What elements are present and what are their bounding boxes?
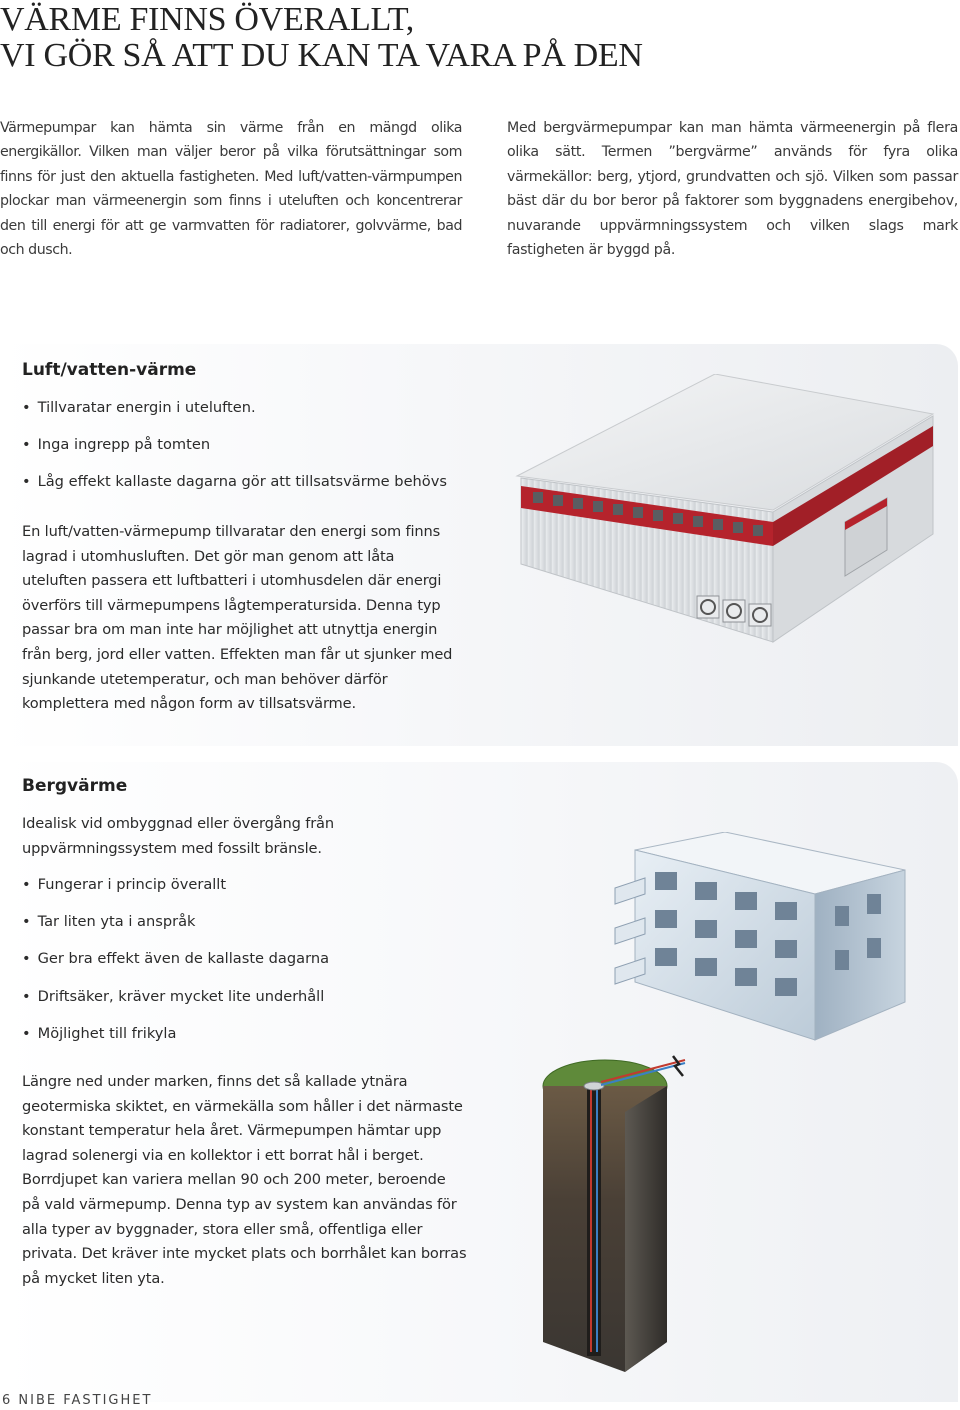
ground-heat-subtitle: Idealisk vid ombyggnad eller övergång från uppvärmningssystem med fossilt bränsle. — [22, 815, 334, 857]
air-water-section — [0, 344, 958, 746]
air-water-subtitle: • Tillvaratar energin i uteluften. — [22, 399, 256, 416]
ground-heat-bullet: • Ger bra effekt även de kallaste dagarna — [22, 950, 329, 967]
air-water-bullet: • Låg effekt kallaste dagarna gör att tillsatsvärme behövs — [22, 473, 447, 490]
borehole — [587, 1086, 601, 1356]
building-balconies — [615, 878, 645, 984]
page-title-line-2: VI GÖR SÅ ATT DU KAN TA VARA PÅ DEN — [0, 37, 643, 74]
intro-right-paragraph: Med bergvärmepumpar kan man hämta värmeenergin på flera olika sätt. Termen ”bergvärme” används för fyra olika värmekällor: berg, ytjord, grundvatten och sjö. Vilken som passar bäst där du bor beror på faktorer som byggnadens energibehov, nuvarande uppvärmningssystem och vilken slags mark fastigheten är byggd på. — [507, 120, 958, 259]
ground-heat-heading: Bergvärme — [22, 776, 128, 796]
apartment-building-illustration — [575, 832, 935, 1042]
ground-heat-body: Längre ned under marken, finns det så kallade ytnära geotermiska skiktet, en värmekälla som håller i det närmaste konstant temperatur hela året. Värmepumpen hämtar upp lagrad solenergi via en kollektor i ett borrat hål i berget. Borrdjupet kan variera mellan 90 och 200 meter, beroende på vald värmepump. Denna typ av system kan användas för alla typer av byggnader, stora eller små, offentliga eller privata. Det kräver inte mycket plats och borrhålet kan borras på mycket liten yta. — [22, 1073, 467, 1287]
warehouse-illustration — [515, 374, 935, 644]
ground-heat-bullet: • Möjlighet till frikyla — [22, 1025, 176, 1042]
ground-heat-bullet: • Driftsäker, kräver mycket lite underhåll — [22, 988, 324, 1005]
ground-heat-section — [0, 762, 958, 1402]
page-title-line-1: VÄRME FINNS ÖVERALLT, — [0, 1, 415, 38]
page-footer: 6 NIBE FASTIGHET — [2, 1393, 153, 1408]
air-water-bullet: • Inga ingrepp på tomten — [22, 436, 210, 453]
air-water-body: En luft/vatten-värmepump tillvaratar den energi som finns lagrad i utomhusluften. Det gör man genom att låta uteluften passera ett luftbatteri i utomhusdelen där energi överförs till värmepumpens lågtemperatursida. Denna typ passar bra om man inte har möjlighet att utnyttja energin från berg, jord eller vatten. Effekten man får ut sjunker med sjunkande utetemperatur, och man behöver därför komplettera med någon form av tillsatsvärme. — [22, 523, 453, 713]
building-side — [815, 870, 905, 1040]
air-water-heading: Luft/vatten-värme — [22, 360, 197, 380]
intro-left-paragraph: Värmepumpar kan hämta sin värme från en mängd olika energikällor. Vilken man väljer beror på vilka förutsättningar som finns för just den aktuella fastigheten. Med luft/vatten-värmpumpen plockar man värmeenergin som finns i uteluften och koncentrerar den till energi för att ge varmvatten för radiatorer, golvvärme, bad och dusch. — [0, 120, 462, 259]
borehole-illustration — [535, 1052, 715, 1382]
ground-heat-bullet: • Tar liten yta i anspråk — [22, 913, 195, 930]
page-title — [0, 2, 643, 74]
ground-heat-bullet: • Fungerar i princip överallt — [22, 876, 226, 893]
